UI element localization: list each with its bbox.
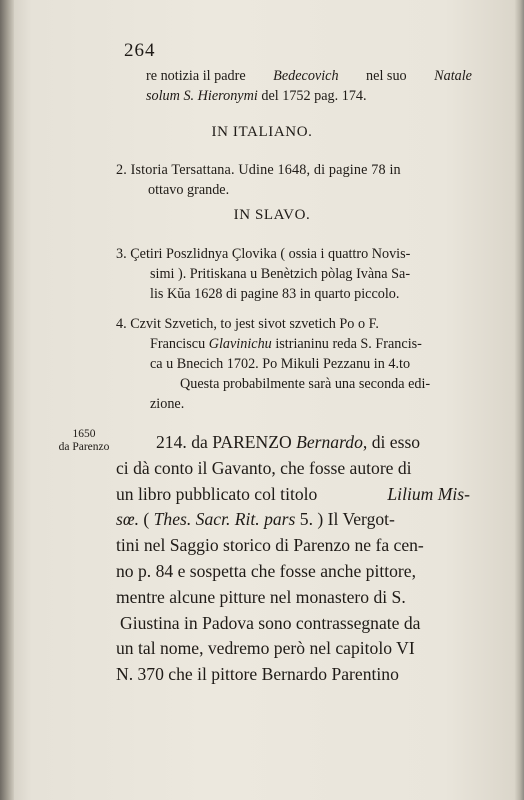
- entry-214-line-6: no p. 84 e sospetta che fosse anche pittore,: [116, 560, 416, 581]
- entry-2: [116, 160, 472, 200]
- heading-in-slavo: IN SLAVO.: [233, 207, 311, 223]
- entry-2-line-1: 2. Istoria Tersattana. Udine 1648, di pagine 78 in: [116, 162, 401, 178]
- entry-214: [116, 430, 470, 688]
- entry-214-line-2: ci dà conto il Gavanto, che fosse autore di: [116, 457, 412, 478]
- book-spine-shadow: [0, 0, 14, 800]
- entry-214-line-3: un libro pubblicato col titolo Lilium Mis-: [116, 483, 470, 504]
- entry-214-line-7: mentre alcune pitture nel monastero di S.: [116, 586, 406, 607]
- page-edge: [514, 0, 524, 800]
- heading-in-italiano: IN ITALIANO.: [211, 124, 313, 140]
- margin-note-year: 1650: [72, 428, 96, 440]
- page-number: 264: [124, 40, 156, 61]
- intro-paragraph: [146, 66, 472, 106]
- entry-4-line-2: Franciscu Glavinichu istrianinu reda S. Francis-: [150, 336, 422, 352]
- entry-214-line-9: un tal nome, vedremo però nel capitolo VI: [116, 638, 415, 659]
- entry-4: [116, 314, 472, 414]
- entry-3-line-2: simi ). Pritiskana u Benètzich pòlag Ivàna Sa-: [150, 266, 411, 282]
- entry-4-line-5: zione.: [150, 396, 185, 412]
- entry-3: [116, 244, 472, 304]
- entry-214-line-5: tini nel Saggio storico di Parenzo ne fa cen-: [116, 535, 424, 556]
- entry-214-line-4: sœ. ( Thes. Sacr. Rit. pars 5. ) Il Vergot-: [116, 509, 395, 530]
- entry-214-line-8: Giustina in Padova sono contrassegnate da: [120, 612, 421, 633]
- intro-line-1: re notizia il padre Bedecovich nel suo Natale: [146, 68, 472, 84]
- margin-note-label: da Parenzo: [58, 441, 110, 453]
- entry-3-line-3: lis Kŭa 1628 di pagine 83 in quarto piccolo.: [150, 286, 400, 302]
- entry-214-line-1: 214. da PARENZO Bernardo, di esso: [156, 432, 421, 452]
- margin-note: [52, 428, 116, 454]
- entry-2-line-2: ottavo grande.: [148, 182, 230, 198]
- entry-4-line-4: Questa probabilmente sarà una seconda edi-: [180, 376, 431, 392]
- entry-214-line-10: N. 370 che il pittore Bernardo Parentino: [116, 664, 399, 685]
- entry-3-line-1: 3. Çetiri Poszlidnya Çlovika ( ossia i quattro Novis-: [116, 246, 411, 262]
- intro-line-2: solum S. Hieronymi del 1752 pag. 174.: [146, 88, 367, 104]
- entry-4-line-1: 4. Czvit Szvetich, to jest sivot szvetich Po o F.: [116, 316, 379, 332]
- entry-4-line-3: ca u Bnecich 1702. Po Mikuli Pezzanu in 4.to: [150, 356, 411, 372]
